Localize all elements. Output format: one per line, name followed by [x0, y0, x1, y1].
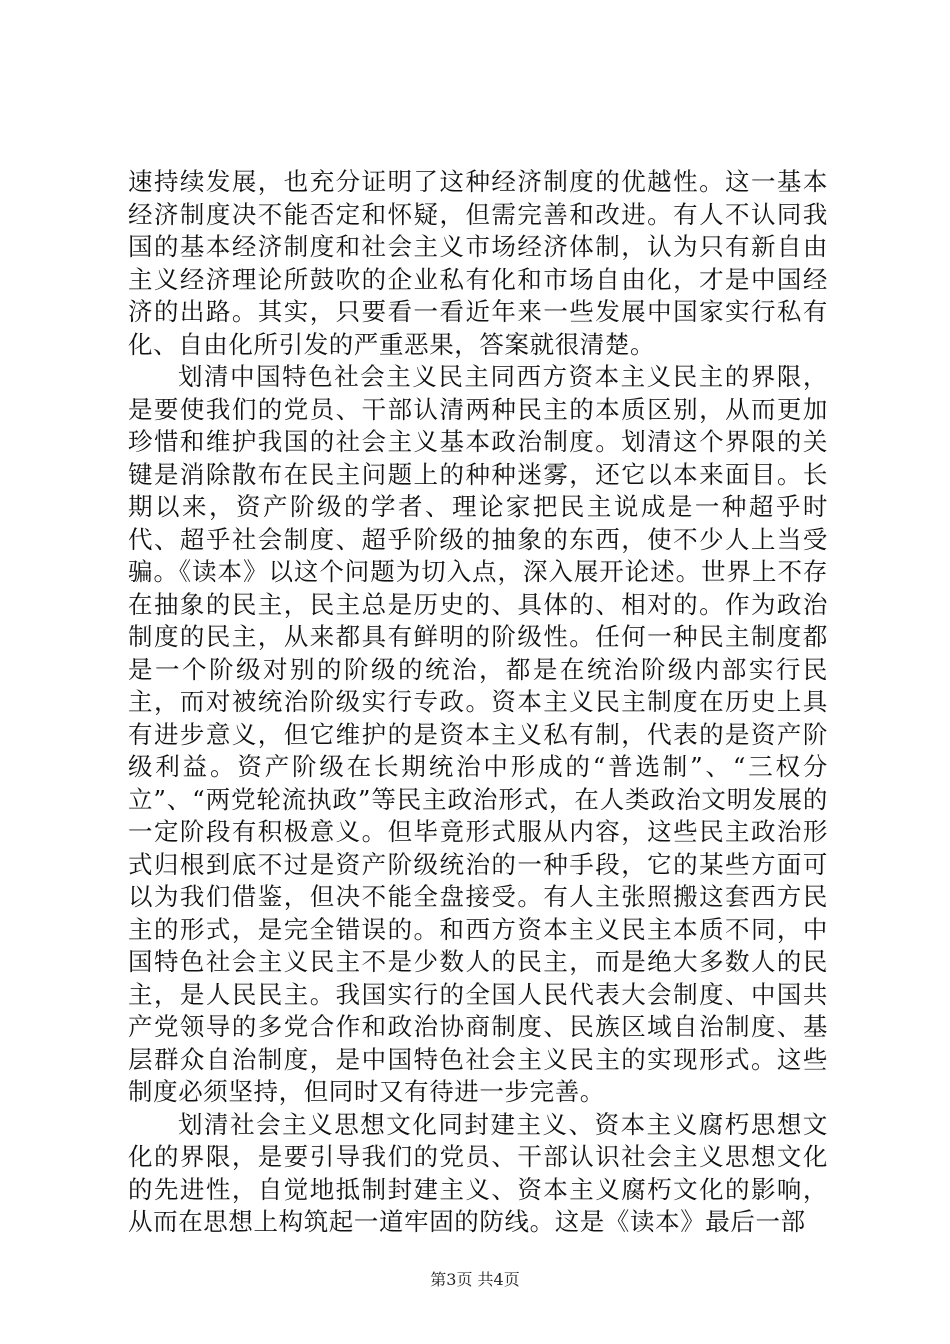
- page-footer: 第3页 共4页: [430, 1270, 520, 1289]
- paragraph-1: 速持续发展，也充分证明了这种经济制度的优越性。这一基本经济制度决不能否定和怀疑，但需完善和改进。有人不认同我国的基本经济制度和社会主义市场经济体制，认为只有新自由主义经济理论所鼓吹的企业私有化和市场自由化，才是中国经济的出路。其实，只要看一看近年来一些发展中国家实行私有化、自由化所引发的严重恶果，答案就很清楚。: [128, 167, 828, 359]
- paragraph-2: 划清中国特色社会主义民主同西方资本主义民主的界限，是要使我们的党员、干部认清两种民主的本质区别，从而更加珍惜和维护我国的社会主义基本政治制度。划清这个界限的关键是消除散布在民主问题上的种种迷雾，还它以本来面目。长期以来，资产阶级的学者、理论家把民主说成是一种超乎时代、超乎社会制度、超乎阶级的抽象的东西，使不少人上当受骗。《读本》以这个问题为切入点，深入展开论述。世界上不存在抽象的民主，民主总是历史的、具体的、相对的。作为政治制度的民主，从来都具有鲜明的阶级性。任何一种民主制度都是一个阶级对别的阶级的统治，都是在统治阶级内部实行民主，而对被统治阶级实行专政。资本主义民主制度在历史上具有进步意义，但它维护的是资本主义私有制，代表的是资产阶级利益。资产阶级在长期统治中形成的“普选制”、“三权分立”、“两党轮流执政”等民主政治形式，在人类政治文明发展的一定阶段有积极意义。但毕竟形式服从内容，这些民主政治形式归根到底不过是资产阶级统治的一种手段，它的某些方面可以为我们借鉴，但决不能全盘接受。有人主张照搬这套西方民主的形式，是完全错误的。和西方资本主义民主本质不同，中国特色社会主义民主不是少数人的民主，而是绝大多数人的民主，是人民民主。我国实行的全国人民代表大会制度、中国共产党领导的多党合作和政治协商制度、民族区域自治制度、基层群众自治制度，是中国特色社会主义民主的实现形式。这些制度必须坚持，但同时又有待进一步完善。: [128, 362, 828, 1106]
- paragraph-3: 划清社会主义思想文化同封建主义、资本主义腐朽思想文化的界限，是要引导我们的党员、干部认识社会主义思想文化的先进性，自觉地抵制封建主义、资本主义腐朽文化的影响，从而在思想上构筑起一道牢固的防线。这是《读本》最后一部: [128, 1109, 828, 1236]
- body-text: [128, 166, 828, 1239]
